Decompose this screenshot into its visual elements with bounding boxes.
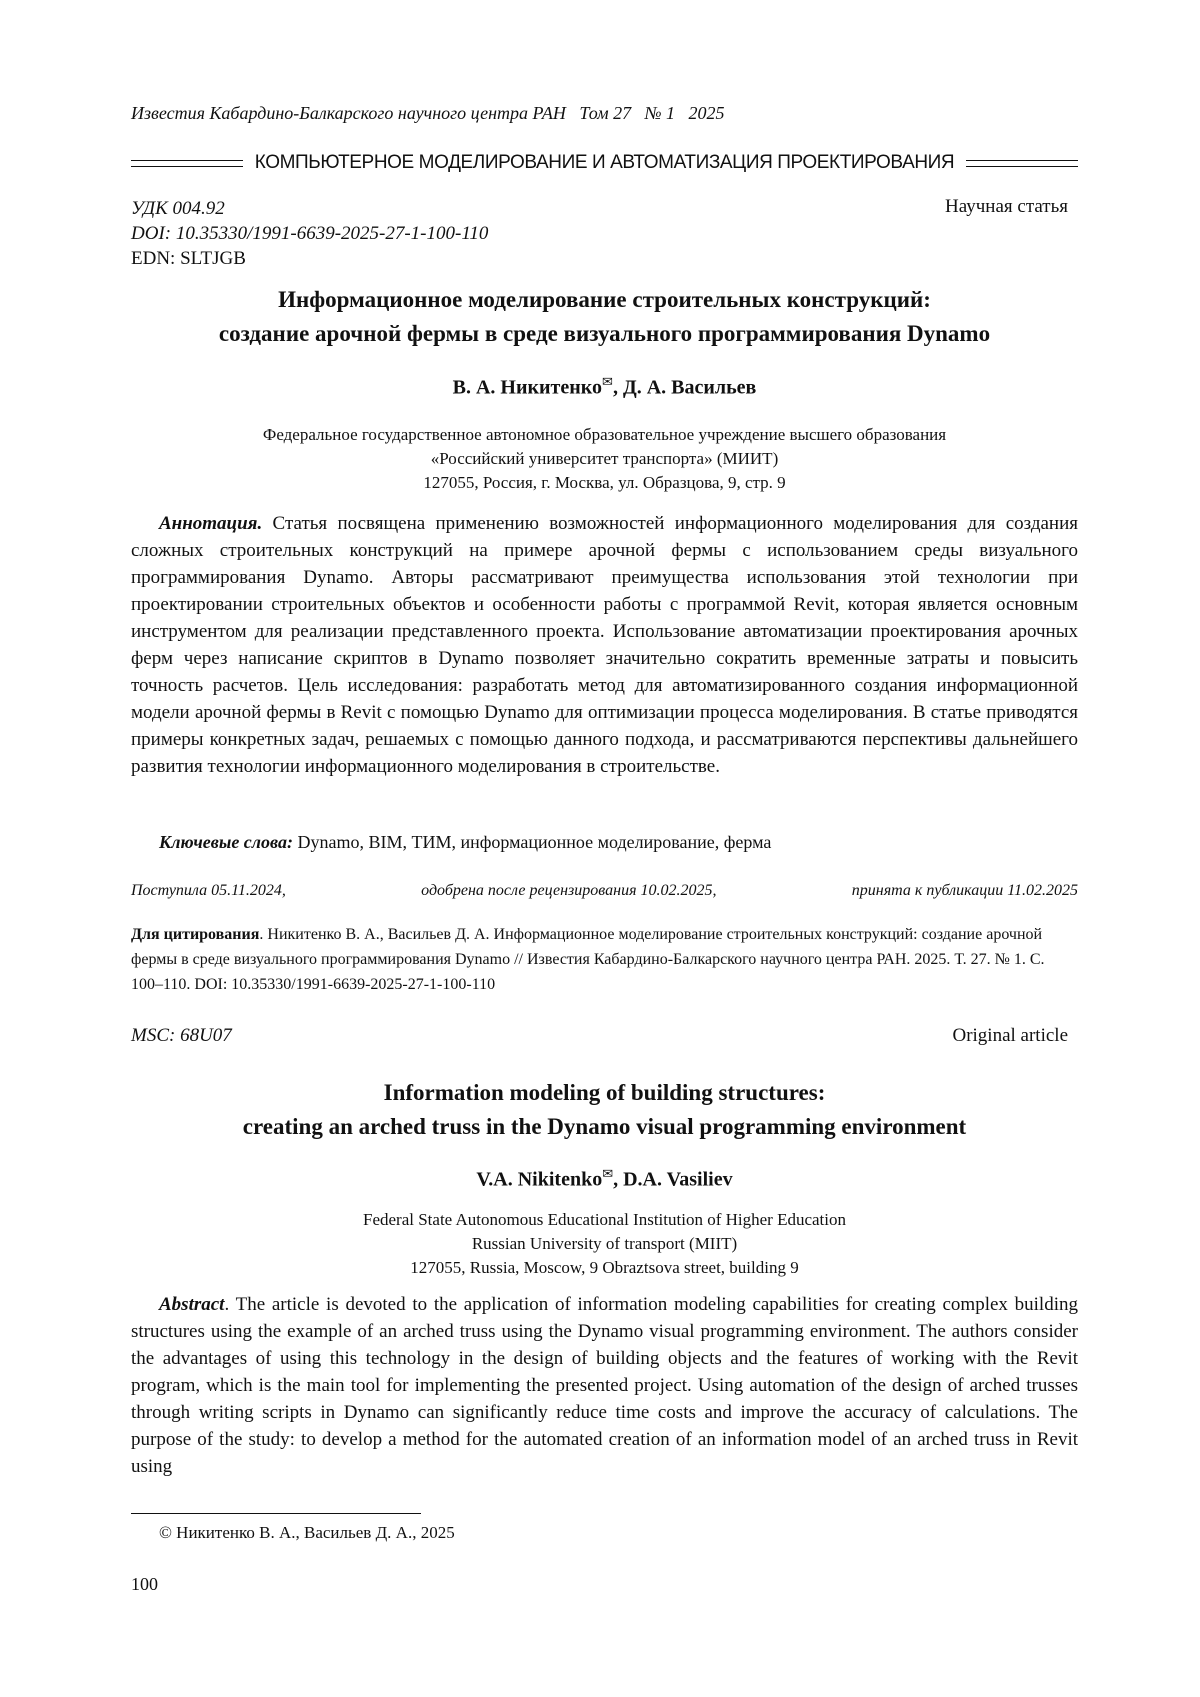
title-en bbox=[131, 1076, 1078, 1144]
doi: DOI: 10.35330/1991-6639-2025-27-1-100-110 bbox=[131, 221, 488, 246]
abstract-en bbox=[131, 1291, 1078, 1480]
copyright-footnote: © Никитенко В. А., Васильев Д. А., 2025 bbox=[159, 1523, 455, 1543]
affil-en-line2: Russian University of transport (MIIT) bbox=[131, 1232, 1078, 1256]
keywords-ru bbox=[159, 832, 771, 853]
date-received: Поступила 05.11.2024, bbox=[131, 882, 286, 900]
affil-en-line1: Federal State Autonomous Educational Institution of Higher Education bbox=[131, 1208, 1078, 1232]
section-title: КОМПЬЮТЕРНОЕ МОДЕЛИРОВАНИЕ И АВТОМАТИЗАЦИЯ ПРОЕКТИРОВАНИЯ bbox=[243, 152, 966, 174]
dates-ru bbox=[131, 882, 1078, 900]
edn: EDN: SLTJGB bbox=[131, 246, 488, 271]
citation-text: . Никитенко В. А., Васильев Д. А. Информационное моделирование строительных конструкций: создание арочной фермы в среде визуального программирования Dynamo // Известия Кабардино-Балкарского научного центра РАН. 2025. Т. 27. № 1. С. 100–110. DOI: 10.35330/1991-6639-2025-27-1-100-110 bbox=[131, 926, 1045, 993]
author-1-en: V.A. Nikitenko bbox=[476, 1169, 602, 1191]
abstract-ru bbox=[131, 510, 1078, 780]
authors-ru bbox=[131, 374, 1078, 400]
author-2-ru: , Д. А. Васильев bbox=[613, 377, 756, 399]
article-type-en: Original article bbox=[952, 1025, 1068, 1047]
article-type-ru: Научная статья bbox=[945, 196, 1068, 218]
envelope-icon: ✉ bbox=[602, 1166, 613, 1181]
journal-header: Известия Кабардино-Балкарского научного центра РАН Том 27 № 1 2025 bbox=[131, 103, 725, 124]
authors-en bbox=[131, 1166, 1078, 1192]
article-identifiers bbox=[131, 196, 488, 271]
section-rule-left bbox=[131, 160, 243, 167]
title-en-line1: Information modeling of building structures: bbox=[131, 1076, 1078, 1110]
title-en-line2: creating an arched truss in the Dynamo visual programming environment bbox=[131, 1110, 1078, 1144]
section-rule-right bbox=[966, 160, 1078, 167]
affil-en-line3: 127055, Russia, Moscow, 9 Obraztsova street, building 9 bbox=[131, 1256, 1078, 1280]
author-1-ru: В. А. Никитенко bbox=[453, 377, 602, 399]
section-bar bbox=[131, 152, 1078, 174]
affil-ru-line1: Федеральное государственное автономное образовательное учреждение высшего образования bbox=[131, 423, 1078, 447]
envelope-icon: ✉ bbox=[602, 374, 613, 389]
date-accepted: принята к публикации 11.02.2025 bbox=[852, 882, 1078, 900]
keywords-label: Ключевые слова: bbox=[159, 832, 293, 852]
msc-code: MSC: 68U07 bbox=[131, 1025, 232, 1047]
citation-ru bbox=[131, 922, 1078, 997]
page-number: 100 bbox=[131, 1574, 158, 1595]
citation-label: Для цитирования bbox=[131, 926, 259, 943]
affiliation-ru bbox=[131, 423, 1078, 495]
abstract-ru-text: Статья посвящена применению возможностей информационного моделирования для создания сложных строительных конструкций на примере арочной фермы с использованием среды визуального программирования Dynamo. Авторы рассматривают преимущества использования этой технологии при проектировании строительных объектов и особенности работы с программой Revit, которая является основным инструментом для реализации представленного проекта. Использование автоматизации проектирования арочных ферм через написание скриптов в Dynamo позволяет значительно сократить временные затраты и повысить точность расчетов. Цель исследования: разработать метод для автоматизированного создания информационной модели арочной фермы в Revit с помощью Dynamo для оптимизации процесса моделирования. В статье приводятся примеры конкретных задач, решаемых с помощью данного подхода, и рассматриваются перспективы дальнейшего развития технологии информационного моделирования в строительстве. bbox=[131, 513, 1078, 777]
affil-ru-line3: 127055, Россия, г. Москва, ул. Образцова, 9, стр. 9 bbox=[131, 471, 1078, 495]
affil-ru-line2: «Российский университет транспорта» (МИИТ) bbox=[131, 447, 1078, 471]
abstract-ru-label: Аннотация. bbox=[159, 513, 262, 534]
affiliation-en bbox=[131, 1208, 1078, 1280]
author-2-en: , D.A. Vasiliev bbox=[613, 1169, 732, 1191]
footnote-divider bbox=[131, 1513, 421, 1514]
date-approved: одобрена после рецензирования 10.02.2025, bbox=[421, 882, 716, 900]
title-ru bbox=[131, 283, 1078, 351]
title-ru-line1: Информационное моделирование строительных конструкций: bbox=[131, 283, 1078, 317]
udc: УДК 004.92 bbox=[131, 196, 488, 221]
title-ru-line2: создание арочной фермы в среде визуального программирования Dynamo bbox=[131, 317, 1078, 351]
abstract-en-text: . The article is devoted to the application of information modeling capabilities for creating complex building structures using the example of an arched truss using the Dynamo visual programming environment. The authors consider the advantages of using this technology in the design of building objects and the features of working with the Revit program, which is the main tool for implementing the presented project. Using automation of the design of arched trusses through writing scripts in Dynamo can significantly reduce time costs and improve the accuracy of calculations. The purpose of the study: to develop a method for the automated creation of an information model of an arched truss in Revit using bbox=[131, 1294, 1078, 1477]
keywords-text: Dynamo, BIM, ТИМ, информационное моделирование, ферма bbox=[297, 832, 771, 852]
abstract-en-label: Abstract bbox=[159, 1294, 224, 1315]
